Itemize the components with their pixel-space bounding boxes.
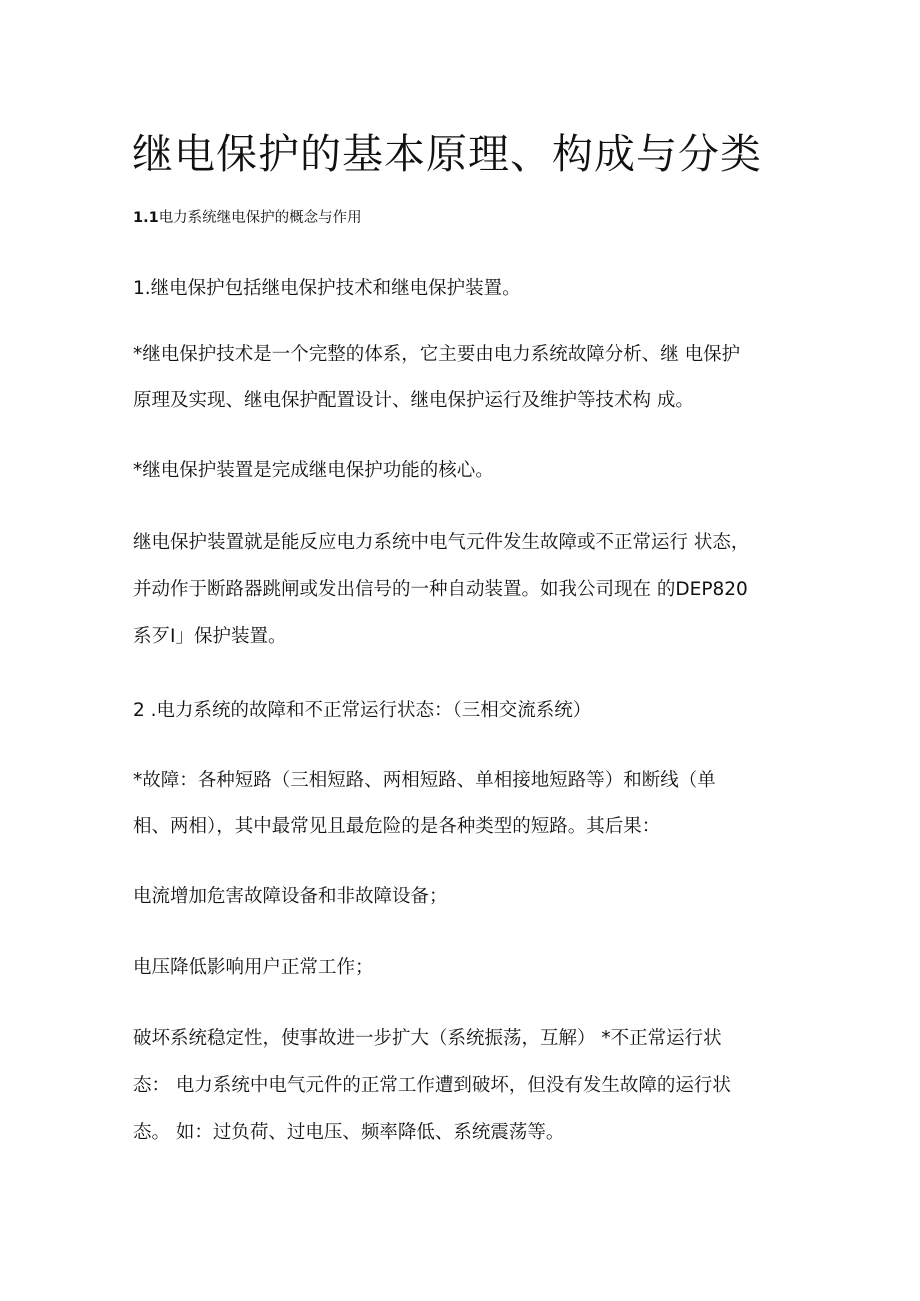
paragraph-line: 破坏系统稳定性，使事故进一步扩大（系统振荡，互解） *不正常运行状 — [133, 1028, 722, 1049]
paragraph-line: *故障：各种短路（三相短路、两相短路、单相接地短路等）和断线（单 — [133, 770, 716, 791]
paragraph-line: *继电保护装置是完成继电保护功能的核心。 — [133, 460, 494, 481]
paragraph-line: 电流增加危害故障设备和非故障设备； — [133, 886, 448, 907]
paragraph-line: 系歹I」保护装置。 — [133, 626, 287, 647]
paragraph-line: 电压降低影响用户正常工作； — [133, 957, 374, 978]
paragraph-line: 态。 如：过负荷、过电压、频率降低、系统震荡等。 — [133, 1122, 565, 1143]
document-title: 继电保护的基本原理、构成与分类 — [132, 130, 762, 178]
section-number: 1.1 — [133, 210, 159, 226]
section-heading — [133, 206, 362, 230]
paragraph-line: 并动作于断路器跳闸或发出信号的一种自动装置。如我公司现在 的DEP820 — [133, 579, 748, 600]
paragraph-line: 原理及实现、继电保护配置设计、继电保护运行及维护等技术构 成。 — [133, 390, 694, 411]
section-heading-text: 电力系统继电保护的概念与作用 — [158, 210, 362, 226]
paragraph-line: 1.继电保护包括继电保护技术和继电保护装置。 — [133, 278, 521, 299]
paragraph-line: 2 .电力系统的故障和不正常运行状态：（三相交流系统） — [133, 700, 592, 721]
paragraph-line: 态： 电力系统中电气元件的正常工作遭到破坏，但没有发生故障的运行状 — [133, 1075, 731, 1096]
paragraph-line: 相、两相），其中最常见且最危险的是各种类型的短路。其后果： — [133, 816, 661, 837]
paragraph-line: *继电保护技术是一个完整的体系，它主要由电力系统故障分析、继 电保护 — [133, 344, 741, 365]
paragraph-line: 继电保护装置就是能反应电力系统中电气元件发生故障或不正常运行 状态， — [133, 532, 750, 553]
